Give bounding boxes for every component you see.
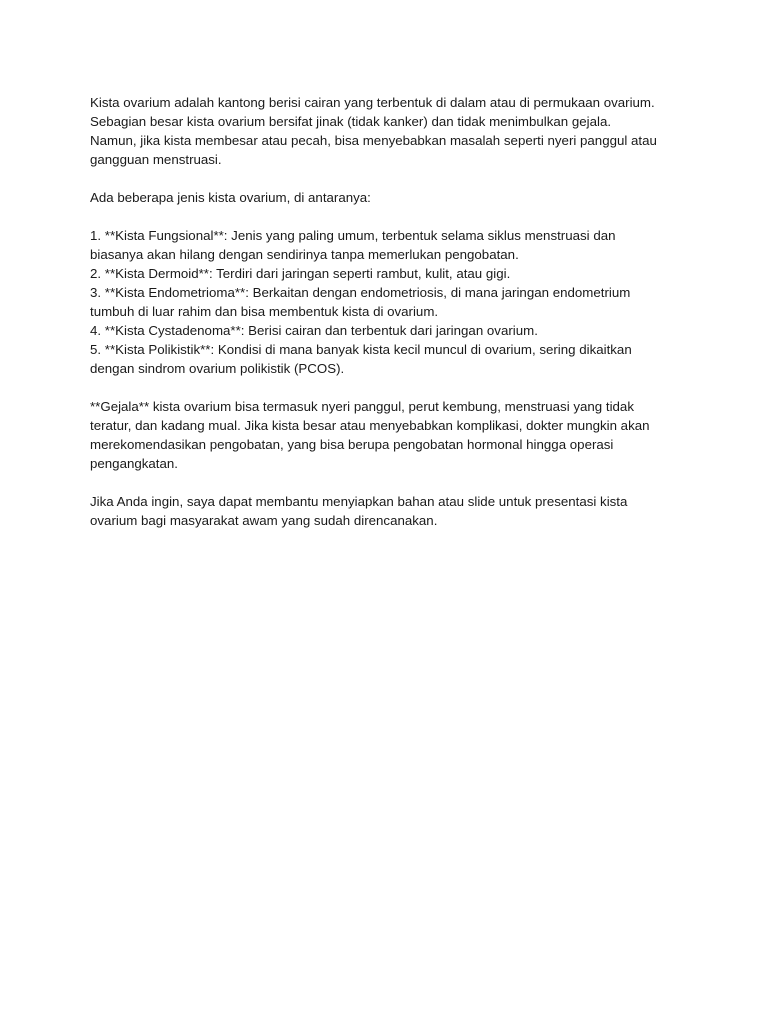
text-line: Namun, jika kista membesar atau pecah, bisa menyebabkan masalah seperti nyeri panggul atau: [90, 133, 657, 148]
list-line: 1. **Kista Fungsional**: Jenis yang paling umum, terbentuk selama siklus menstruasi dan: [90, 228, 616, 243]
paragraph-gap: [90, 378, 690, 397]
types-heading: Ada beberapa jenis kista ovarium, di antaranya:: [90, 190, 371, 205]
text-line: ovarium bagi masyarakat awam yang sudah direncanakan.: [90, 513, 438, 528]
intro-paragraph: [90, 93, 690, 169]
text-line: teratur, dan kadang mual. Jika kista besar atau menyebabkan komplikasi, dokter mungkin akan: [90, 418, 650, 433]
paragraph-gap: [90, 207, 690, 226]
list-line: 4. **Kista Cystadenoma**: Berisi cairan dan terbentuk dari jaringan ovarium.: [90, 323, 538, 338]
text-line: Kista ovarium adalah kantong berisi cairan yang terbentuk di dalam atau di permukaan ovarium.: [90, 95, 655, 110]
closing-paragraph: [90, 492, 690, 530]
text-line: Jika Anda ingin, saya dapat membantu menyiapkan bahan atau slide untuk presentasi kista: [90, 494, 628, 509]
list-line: 3. **Kista Endometrioma**: Berkaitan dengan endometriosis, di mana jaringan endometrium: [90, 285, 631, 300]
list-line: 5. **Kista Polikistik**: Kondisi di mana banyak kista kecil muncul di ovarium, sering dikaitkan: [90, 342, 632, 357]
text-line: Sebagian besar kista ovarium bersifat jinak (tidak kanker) dan tidak menimbulkan gejala.: [90, 114, 612, 129]
list-line: biasanya akan hilang dengan sendirinya tanpa memerlukan pengobatan.: [90, 247, 519, 262]
paragraph-gap: [90, 169, 690, 188]
list-line: dengan sindrom ovarium polikistik (PCOS).: [90, 361, 345, 376]
text-line: **Gejala** kista ovarium bisa termasuk nyeri panggul, perut kembung, menstruasi yang tidak: [90, 399, 634, 414]
text-line: pengangkatan.: [90, 456, 178, 471]
list-line: tumbuh di luar rahim dan bisa membentuk kista di ovarium.: [90, 304, 439, 319]
text-line: merekomendasikan pengobatan, yang bisa berupa pengobatan hormonal hingga operasi: [90, 437, 614, 452]
types-list: [90, 226, 690, 378]
document-body: [90, 93, 690, 530]
paragraph-gap: [90, 473, 690, 492]
text-line: gangguan menstruasi.: [90, 152, 222, 167]
symptoms-paragraph: [90, 397, 690, 473]
list-line: 2. **Kista Dermoid**: Terdiri dari jaringan seperti rambut, kulit, atau gigi.: [90, 266, 511, 281]
